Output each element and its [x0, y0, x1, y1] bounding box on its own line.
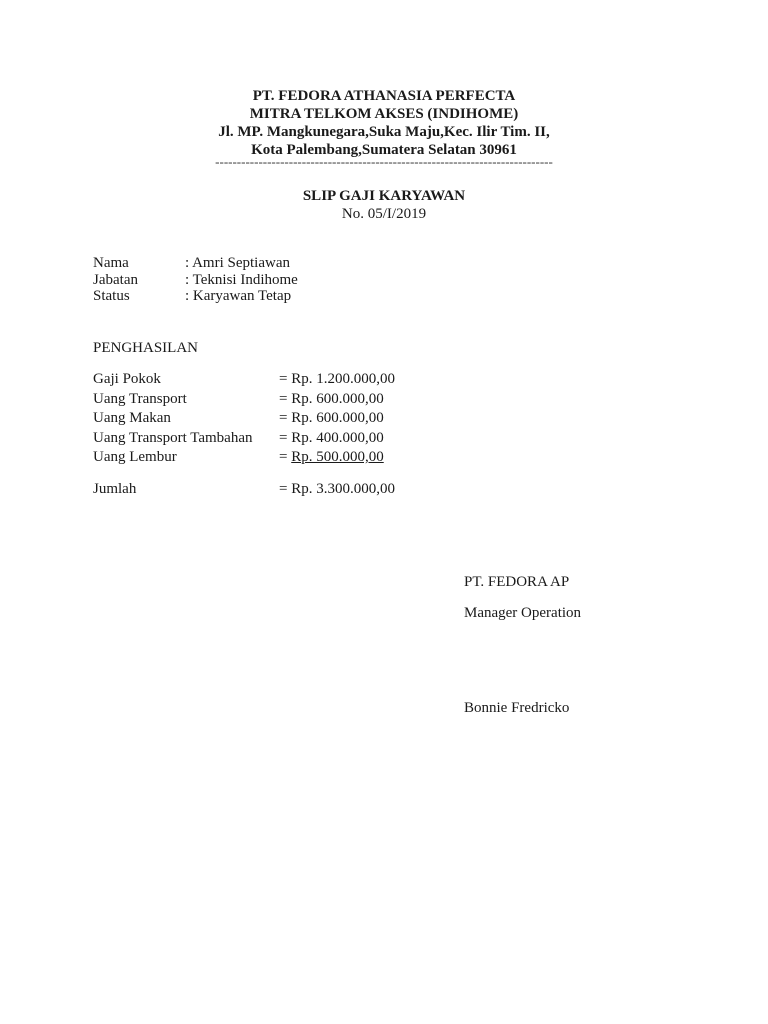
- income-label: Uang Makan: [93, 410, 171, 426]
- income-equals: =: [279, 371, 292, 387]
- total-label: Jumlah: [93, 481, 137, 497]
- income-amount: Rp. 400.000,00: [291, 429, 384, 446]
- income-list: [93, 370, 395, 468]
- income-amount: Rp. 600.000,00: [291, 410, 384, 426]
- income-equals: =: [279, 429, 292, 446]
- employee-status-row: [93, 288, 298, 305]
- income-amount: Rp. 600.000,00: [291, 390, 384, 407]
- income-row: [93, 370, 395, 390]
- income-section-title: PENGHASILAN: [93, 340, 198, 356]
- employee-position-value: : Teknisi Indihome: [185, 271, 298, 288]
- income-label: Uang Lembur: [93, 449, 177, 465]
- employee-name-value: : Amri Septiawan: [185, 255, 290, 271]
- income-equals: =: [279, 390, 292, 407]
- partner-name: MITRA TELKOM AKSES (INDIHOME): [249, 106, 519, 122]
- employee-position-label: Jabatan: [93, 271, 138, 288]
- employee-status-value: : Karyawan Tetap: [185, 288, 292, 304]
- income-row: [93, 429, 395, 449]
- signature-company: PT. FEDORA AP: [464, 574, 570, 590]
- employee-status-label: Status: [93, 288, 130, 304]
- employee-name-label: Nama: [93, 255, 129, 271]
- income-label: Gaji Pokok: [93, 371, 161, 387]
- signature-name: Bonnie Fredricko: [464, 700, 570, 716]
- company-name: PT. FEDORA ATHANASIA PERFECTA: [252, 88, 516, 104]
- slip-number: No. 05/I/2019: [341, 206, 427, 222]
- income-amount-underlined: Rp. 500.000,00: [291, 449, 384, 465]
- slip-title: SLIP GAJI KARYAWAN: [302, 188, 466, 204]
- income-amount: Rp. 1.200.000,00: [291, 371, 395, 387]
- income-total-row: [93, 480, 395, 498]
- signature-position: Manager Operation: [464, 605, 582, 621]
- income-row: [93, 448, 395, 468]
- employee-name-row: [93, 255, 298, 272]
- income-label: Uang Transport: [93, 390, 187, 407]
- employee-position-row: [93, 272, 298, 289]
- employee-info: [93, 255, 298, 305]
- address-line-1: Jl. MP. Mangkunegara,Suka Maju,Kec. Ilir Tim. II,: [218, 124, 550, 140]
- income-equals: =: [279, 449, 292, 465]
- company-header: [0, 87, 768, 159]
- income-label: Uang Transport Tambahan: [93, 429, 253, 446]
- address-line-2: Kota Palembang,Sumatera Selatan 30961: [251, 142, 517, 158]
- income-row: [93, 409, 395, 429]
- header-divider: ------------------------------------------------------------------------------: [215, 154, 553, 169]
- total-value: = Rp. 3.300.000,00: [279, 481, 395, 497]
- income-row: [93, 390, 395, 410]
- income-equals: =: [279, 410, 292, 426]
